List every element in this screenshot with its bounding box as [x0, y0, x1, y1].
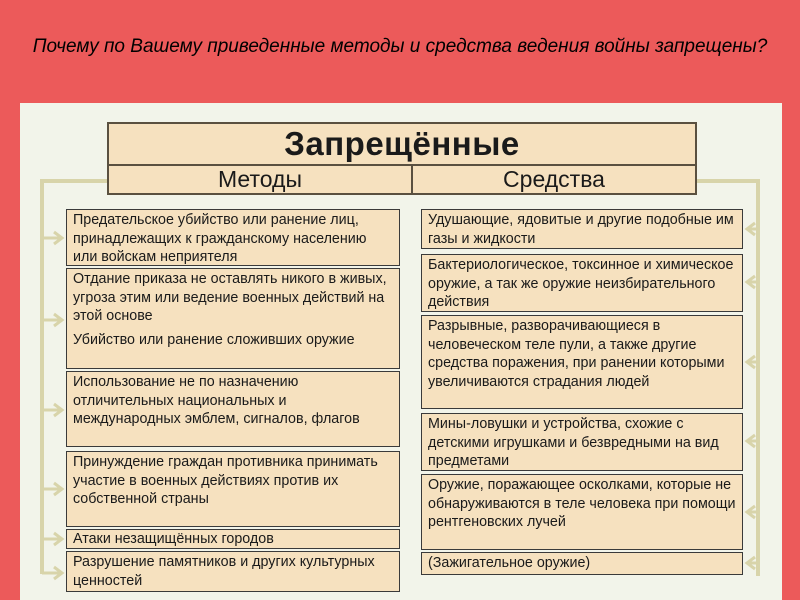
- method-box: [66, 209, 400, 266]
- means-box: [421, 315, 743, 409]
- title-box: Запрещённые: [107, 122, 697, 166]
- method-text: Использование не по назначению отличительных национальных и международных эмблем, сигналов, флагов: [73, 374, 360, 428]
- method-box: [66, 451, 400, 527]
- method-text: Атаки незащищённых городов: [73, 531, 274, 547]
- means-text: Удушающие, ядовитые и другие подобные им газы и жидкости: [428, 212, 734, 247]
- means-box: [421, 413, 743, 471]
- method-text: Разрушение памятников и других культурных ценностей: [73, 554, 375, 589]
- method-text: Предательское убийство или ранение лиц, принадлежащих к гражданскому населению или войскам неприятеля: [73, 212, 367, 266]
- method-box: [66, 371, 400, 447]
- method-box: [66, 268, 400, 369]
- method-subtext: Убийство или ранение сложивших оружие: [73, 332, 355, 349]
- means-box: [421, 209, 743, 249]
- means-text: Разрывные, разворачивающиеся в человеческом теле пули, а также другие средства поражения, при ранении которыми увеличиваются страдания людей: [428, 318, 725, 391]
- question-heading: Почему по Вашему приведенные методы и средства ведения войны запрещены?: [32, 36, 768, 57]
- column-header-methods: Методы: [107, 164, 413, 195]
- method-box: [66, 529, 400, 549]
- means-box: [421, 552, 743, 575]
- means-text: Бактериологическое, токсинное и химическое оружие, а так же оружие неизбирательного действия: [428, 257, 734, 311]
- means-text: Мины-ловушки и устройства, схожие с детскими игрушками и безвредными на вид предметами: [428, 416, 719, 470]
- method-text: Отдание приказа не оставлять никого в живых, угроза этим или ведение военных действий на этой основе: [73, 271, 387, 325]
- method-text: Принуждение граждан противника принимать участие в военных действиях против их собственной страны: [73, 454, 378, 508]
- means-text: Оружие, поражающее осколками, которые не обнаруживаются в теле человека при помощи рентгеновских лучей: [428, 477, 736, 531]
- means-box: [421, 474, 743, 550]
- means-text: (Зажигательное оружие): [428, 555, 591, 571]
- column-header-means: Средства: [411, 164, 697, 195]
- method-box: [66, 551, 400, 592]
- means-box: [421, 254, 743, 312]
